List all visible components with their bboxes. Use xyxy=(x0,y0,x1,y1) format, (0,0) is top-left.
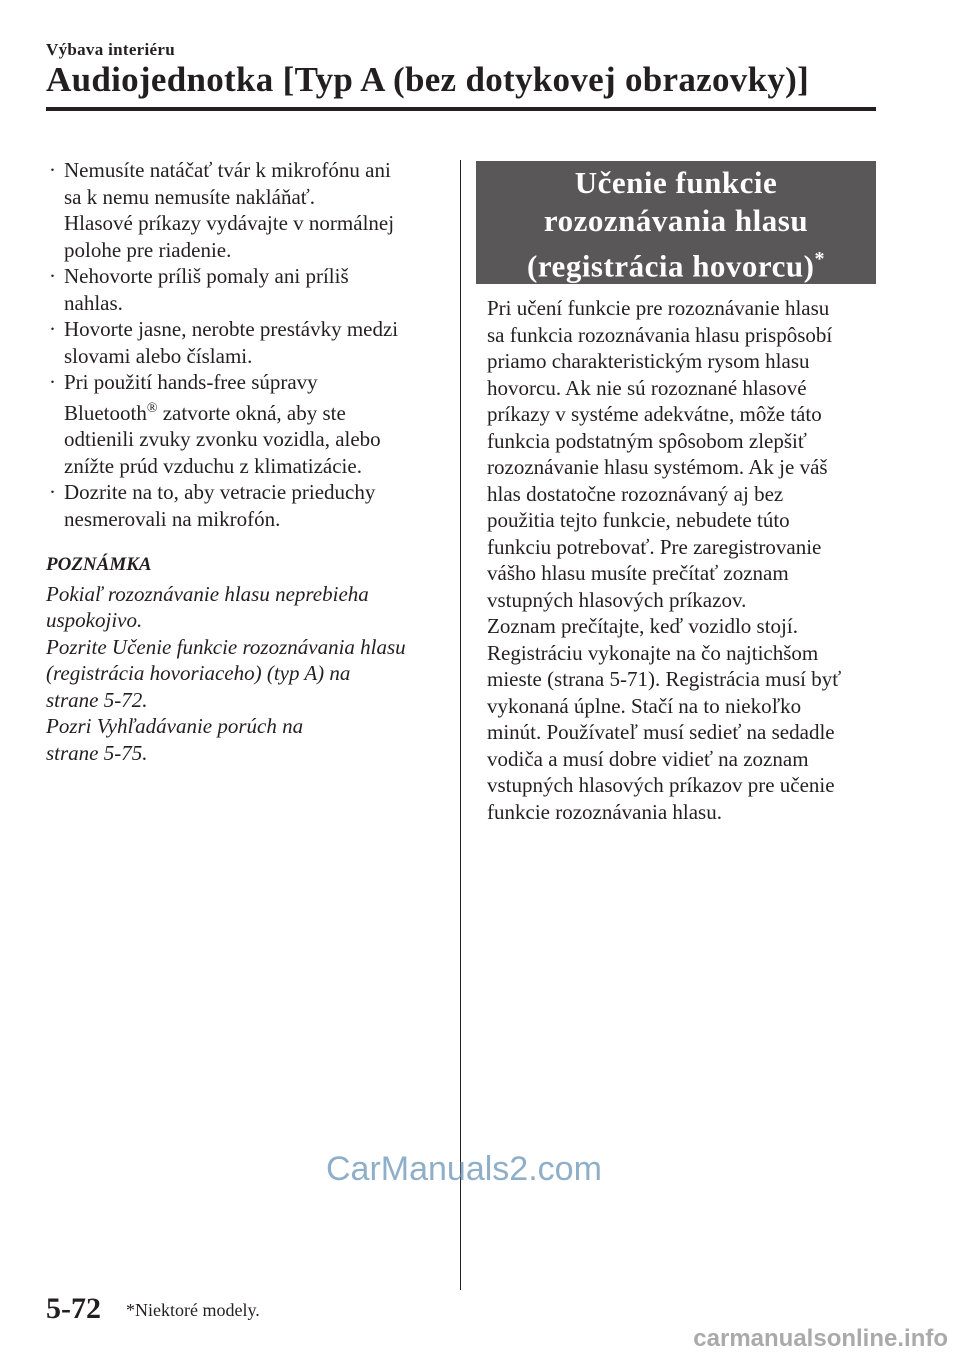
paragraph-line: vodiča a musí dobre vidieť na zoznam xyxy=(487,746,809,771)
bullet-icon: · xyxy=(49,264,56,288)
paragraph-line: Zoznam prečítajte, keď vozidlo stojí. xyxy=(487,614,798,638)
watermark: CarManuals2.com xyxy=(326,1150,602,1188)
page-title: Audiojednotka [Typ A (bez dotykovej obrazovky)] xyxy=(46,60,810,99)
text-line: odtienili zvuky zvonku vozidla, alebo xyxy=(64,427,381,451)
bullet-icon: · xyxy=(49,370,56,394)
paragraph-line: Pri učení funkcie pre rozoznávanie hlasu xyxy=(487,296,830,320)
paragraph-line: priamo charakteristickým rysom hlasu xyxy=(487,349,810,373)
paragraph-line: Registráciu vykonajte na čo najtichšom xyxy=(487,640,819,665)
bullet-icon: · xyxy=(49,158,56,182)
section-title-line: (registrácia hovorcu)* xyxy=(527,248,825,284)
paragraph-line: hovorcu. Ak nie sú rozoznané hlasové xyxy=(487,375,807,400)
paragraph-line: funkcia podstatným spôsobom zlepšiť xyxy=(487,428,807,453)
paragraph-line: vstupných hlasových príkazov. xyxy=(487,587,747,612)
text-line: Hovorte jasne, nerobte prestávky medzi xyxy=(64,317,399,341)
paragraph-line: vstupných hlasových príkazov pre učenie xyxy=(487,773,835,797)
text-line: Hlasové príkazy vydávajte v normálnej xyxy=(64,211,395,235)
section-title-line: rozoznávania hlasu xyxy=(543,203,809,238)
paragraph-line: vášho hlasu musíte prečítať zoznam xyxy=(487,561,789,585)
bullet-list xyxy=(46,157,446,532)
section-label: Výbava interiéru xyxy=(46,40,175,59)
bullet-item xyxy=(46,157,446,263)
footnote: *Niektoré modely. xyxy=(126,1300,260,1320)
paragraph-line: použitia tejto funkcie, nebudete túto xyxy=(487,508,790,532)
bullet-item xyxy=(46,263,446,316)
paragraph-line: príkazy v systéme adekvátne, môže táto xyxy=(487,402,822,426)
note-line[interactable]: strane 5-72. xyxy=(46,687,148,712)
text-line: Nemusíte natáčať tvár k mikrofónu ani xyxy=(64,158,391,182)
page-number: 5-72 xyxy=(46,1292,101,1325)
text-line: sa k nemu nemusíte nakláňať. xyxy=(64,184,315,209)
text-line: Dozrite na to, aby vetracie prieduchy xyxy=(64,480,376,504)
note-line: uspokojivo. xyxy=(46,608,143,632)
header-rule xyxy=(46,107,876,111)
text-line: slovami alebo číslami. xyxy=(64,343,253,368)
note-line: Pokiaľ rozoznávanie hlasu neprebieha xyxy=(46,581,369,606)
note-line[interactable]: strane 5-75. xyxy=(46,740,148,765)
text-line: Nehovorte príliš pomaly ani príliš xyxy=(64,264,349,288)
section-title-line: Učenie funkcie xyxy=(574,165,778,200)
paragraph-line: mieste (strana 5-71). Registrácia musí byť xyxy=(487,667,842,691)
paragraph-line: rozoznávanie hlasu systémom. Ak je váš xyxy=(487,455,828,479)
text-line: polohe pre riadenie. xyxy=(64,237,232,262)
section-title-box xyxy=(476,161,876,284)
note-line[interactable]: (registrácia hovoriaceho) (typ A) na xyxy=(46,661,351,685)
note-line[interactable]: Pozrite Učenie funkcie rozoznávania hlasu xyxy=(46,634,406,659)
text-line: Pri použití hands-free súpravy xyxy=(64,370,318,394)
note-title: POZNÁMKA xyxy=(46,554,152,575)
paragraph-line: vykonaná úplne. Stačí na to niekoľko xyxy=(487,693,802,718)
text-line: nesmerovali na mikrofón. xyxy=(64,506,281,531)
bullet-item xyxy=(46,479,446,532)
paragraph-line: hlas dostatočne rozoznávaný aj bez xyxy=(487,481,784,506)
paragraph-line: funkciu potrebovať. Pre zaregistrovanie xyxy=(487,534,822,559)
column-divider xyxy=(460,160,461,1290)
text-line: nahlas. xyxy=(64,290,123,315)
text-line: znížte prúd vzduchu z klimatizácie. xyxy=(64,453,362,478)
bullet-icon: · xyxy=(49,480,56,504)
right-column xyxy=(487,295,877,825)
bullet-icon: · xyxy=(49,317,56,341)
paragraph-line: funkcie rozoznávania hlasu. xyxy=(487,799,722,824)
bullet-item xyxy=(46,316,446,369)
note-line[interactable]: Pozri Vyhľadávanie porúch na xyxy=(46,714,304,738)
bullet-item xyxy=(46,369,446,479)
note-box xyxy=(46,552,446,766)
paragraph-line: sa funkcia rozoznávania hlasu prispôsobí xyxy=(487,322,833,347)
text-line: Bluetooth® zatvorte okná, aby ste xyxy=(64,400,346,425)
paragraph-line: minút. Používateľ musí sedieť na sedadle xyxy=(487,720,835,744)
site-watermark: carmanualsonline.info xyxy=(693,1325,948,1352)
left-column xyxy=(46,157,446,766)
